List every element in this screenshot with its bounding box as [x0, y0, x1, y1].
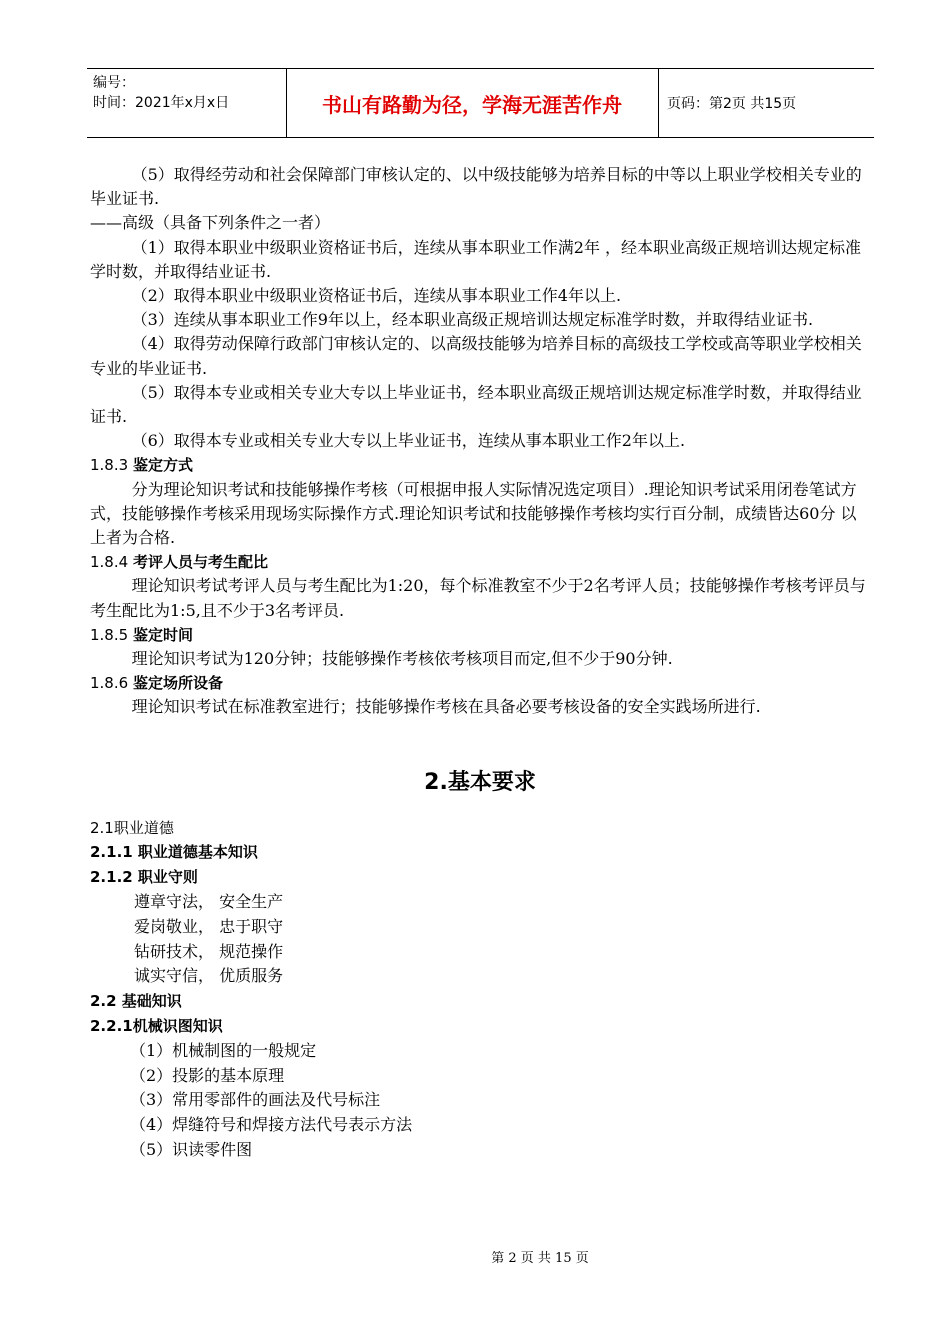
list-item: （5）识读零件图 — [130, 1140, 253, 1160]
rule-line: 钻研技术， 规范操作 — [134, 941, 284, 961]
rule-line: 诚实守信， 优质服务 — [134, 966, 284, 986]
rule-line: 爱岗敬业， 忠于职守 — [134, 916, 284, 936]
paragraph: （5）取得经劳动和社会保障部门审核认定的、以中级技能够为培养目标的中等以上职业学校相关专业的毕业证书. — [90, 165, 862, 209]
header-page-number: 页码：第2页 共15页 — [667, 96, 797, 112]
page-footer: 第 2 页 共 15 页 — [491, 1251, 589, 1266]
section-heading — [90, 550, 870, 574]
chapter-title: 2.基本要求 — [424, 769, 536, 795]
header-code: 编号： — [93, 75, 135, 91]
page-header — [87, 68, 874, 138]
header-divider — [658, 69, 659, 137]
header-meta — [93, 73, 283, 113]
header-motto: 书山有路勤为径，学海无涯苦作舟 — [322, 92, 622, 117]
section-heading — [90, 671, 870, 695]
section-body: 理论知识考试考评人员与考生配比为1:20，每个标准教室不少于2名考评人员；技能够操作考核考评员与考生配比为1:5,且不少于3名考评员. — [90, 576, 866, 620]
section-heading — [90, 623, 870, 647]
advanced-item: （6）取得本专业或相关专业大专以上毕业证书，连续从事本职业工作2年以上. — [131, 431, 686, 451]
advanced-item: （1）取得本职业中级职业资格证书后，连续从事本职业工作满2年 ，经本职业高级正规培训达规定标准学时数，并取得结业证书. — [90, 237, 862, 281]
document-body — [90, 163, 870, 1163]
advanced-item: （2）取得本职业中级职业资格证书后，连续从事本职业工作4年以上. — [131, 286, 622, 306]
advanced-item: （4）取得劳动保障行政部门审核认定的、以高级技能够为培养目标的高级技工学校或高等职业学校相关专业的毕业证书. — [90, 334, 862, 378]
section-number: 1.8.3 — [90, 456, 129, 475]
section-title: 鉴定方式 — [132, 456, 193, 475]
section-number: 1.8.6 — [90, 674, 129, 693]
list-item: （1）机械制图的一般规定 — [130, 1040, 317, 1060]
header-time: 时间：2021年x月x日 — [93, 95, 230, 111]
list-item: （4）焊缝符号和焊接方法代号表示方法 — [130, 1115, 413, 1135]
section-heading: 2.1职业道德 — [90, 818, 174, 837]
section-heading: 2.1.1 职业道德基本知识 — [90, 843, 258, 862]
section-heading: 2.2 基础知识 — [90, 992, 182, 1011]
section-body: 分为理论知识考试和技能够操作考核（可根据申报人实际情况选定项目）.理论知识考试采用闭卷笔试方式，技能够操作考核采用现场实际操作方式.理论知识考试和技能够操作考核均实行百分制，成绩皆达60分 以上者为合格. — [90, 479, 857, 548]
section-body: 理论知识考试在标准教室进行；技能够操作考核在具备必要考核设备的安全实践场所进行. — [131, 697, 761, 717]
section-title: 考评人员与考生配比 — [132, 553, 268, 572]
section-title: 鉴定场所设备 — [132, 674, 223, 693]
section-heading: 2.1.2 职业守则 — [90, 868, 198, 887]
section-number: 1.8.5 — [90, 625, 129, 644]
section-heading: 2.2.1机械识图知识 — [90, 1017, 223, 1036]
list-item: （2）投影的基本原理 — [130, 1065, 285, 1085]
advanced-item: （5）取得本专业或相关专业大专以上毕业证书，经本职业高级正规培训达规定标准学时数，并取得结业证书. — [90, 382, 862, 427]
section-title: 鉴定时间 — [132, 625, 193, 644]
rule-line: 遵章守法， 安全生产 — [134, 892, 284, 912]
list-item: （3）常用零部件的画法及代号标注 — [130, 1090, 381, 1110]
section-body: 理论知识考试为120分钟；技能够操作考核依考核项目而定,但不少于90分钟. — [131, 649, 673, 669]
section-number: 1.8.4 — [90, 553, 129, 572]
advanced-item: （3）连续从事本职业工作9年以上，经本职业高级正规培训达规定标准学时数，并取得结业证书. — [131, 310, 814, 330]
section-heading — [90, 453, 870, 477]
advanced-level-title: ——高级（具备下列条件之一者） — [90, 213, 331, 233]
